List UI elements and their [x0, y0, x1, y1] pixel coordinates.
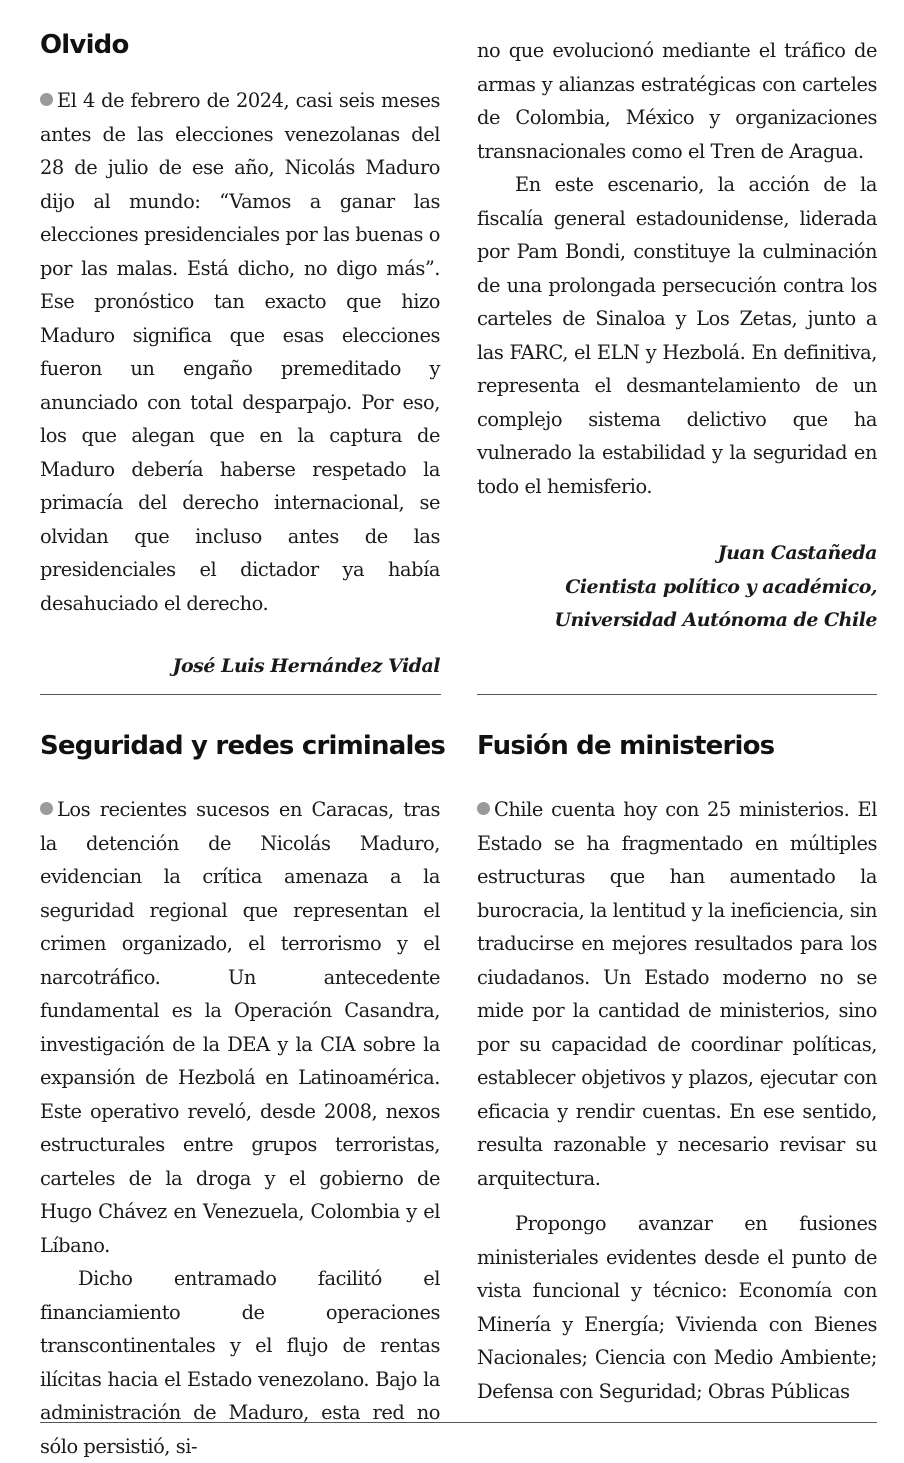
paragraph-text: Chile cuenta hoy con 25 ministerios. El Estado se ha fragmentado en múltiples estructuras que han aumentado la burocracia, la lentitud y la ineficiencia, sin traducirse en mejores resultados para los ciudadanos. Un Estado moderno no se mide por la cantidad de ministerios, sino por su capacidad de coordinar políticas, establecer objetivos y plazos, ejecutar con eficacia y rendir cuentas. En ese sentido, resulta razonable y necesario revisar su arquitectura. [477, 798, 877, 1190]
author-signature: Juan Castañeda [717, 542, 877, 564]
author-affiliation: Universidad Autónoma de Chile [554, 609, 877, 631]
paragraph-text: En este escenario, la acción de la fiscalía general estadounidense, liderada por Pam Bondi, constituye la culminación de una prolongada persecución contra los carteles de Sinaloa y Los Zetas, junto a las FARC, el ELN y Hezbolá. En definitiva, representa el desmantelamiento de un complejo sistema delictivo que ha vulnerado la estabilidad y la seguridad en todo el hemisferio. [477, 173, 877, 498]
author-title: Cientista político y académico, [565, 575, 877, 598]
letter-fusion [477, 731, 877, 1408]
article-title: Fusión de ministerios [477, 731, 775, 761]
article-body [40, 84, 440, 620]
article-title: Olvido [40, 30, 129, 60]
author-signature: José Luis Hernández Vidal [172, 655, 440, 677]
letter-olvido [40, 30, 440, 684]
bullet-icon [40, 93, 53, 106]
article-body [477, 793, 877, 1195]
paragraph-text: no que evolucionó mediante el tráfico de armas y alianzas estratégicas con carteles de Colombia, México y organizaciones transnacionales como el Tren de Aragua. [477, 39, 877, 163]
article-title: Seguridad y redes criminales [40, 731, 446, 761]
letter-seguridad [40, 731, 446, 1463]
article-body [40, 793, 440, 1262]
paragraph-text: El 4 de febrero de 2024, casi seis meses antes de las elecciones venezolanas del 28 de julio de ese año, Nicolás Maduro dijo al mundo: “Vamos a ganar las elecciones presidenciales por las buenas o por las malas. Está dicho, no digo más”. Ese pronóstico tan exacto que hizo Maduro significa que esas elecciones fueron un engaño premeditado y anunciado con total desparpajo. Por eso, los que alegan que en la captura de Maduro debería haberse respetado la primacía del derecho internacional, se olvidan que incluso antes de las presidenciales el dictador ya había desahuciado el derecho. [40, 89, 440, 615]
bullet-icon [40, 802, 53, 815]
bullet-icon [477, 802, 490, 815]
divider [477, 694, 877, 695]
divider [40, 694, 441, 695]
paragraph-text: Propongo avanzar en fusiones ministeriales evidentes desde el punto de vista funcional y técnico: Economía con Minería y Energía; Vivienda con Bienes Nacionales; Ciencia con Medio Ambiente; Defensa con Seguridad; Obras Públicas [477, 1212, 877, 1403]
letter-seguridad-continued [477, 34, 877, 638]
paragraph-text: Los recientes sucesos en Caracas, tras la detención de Nicolás Maduro, evidencian la crítica amenaza a la seguridad regional que representan el crimen organizado, el terrorismo y el narcotráfico. Un antecedente fundamental es la Operación Casandra, investigación de la DEA y la CIA sobre la expansión de Hezbolá en Latinoamérica. Este operativo reveló, desde 2008, nexos estructurales entre grupos terroristas, carteles de la droga y el gobierno de Hugo Chávez en Venezuela, Colombia y el Líbano. [40, 798, 440, 1257]
paragraph-text: Dicho entramado facilitó el financiamiento de operaciones transcontinentales y el flujo de rentas ilícitas hacia el Estado venezolano. Bajo la administración de Maduro, esta red no sólo persistió, si- [40, 1267, 440, 1458]
divider [40, 1422, 877, 1423]
